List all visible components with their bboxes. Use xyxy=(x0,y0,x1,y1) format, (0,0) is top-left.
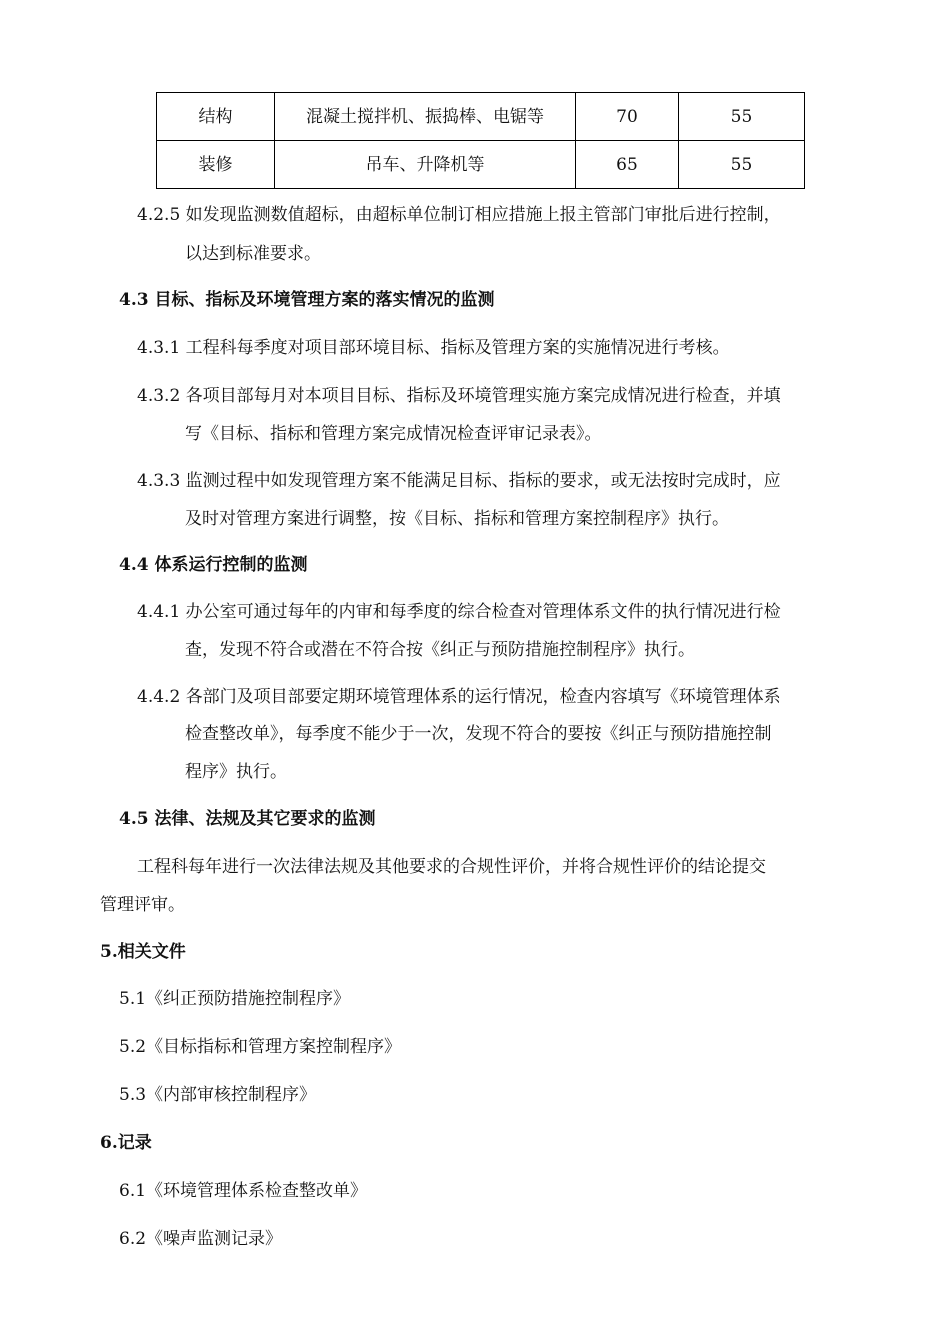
paragraph-4-3-3-line-2: 及时对管理方案进行调整，按《目标、指标和管理方案控制程序》执行。 xyxy=(185,509,729,529)
list-item-doc-5-3: 5.3《内部审核控制程序》 xyxy=(119,1085,317,1105)
table-cell-night-limit: 55 xyxy=(679,93,805,141)
table-cell-stage: 装修 xyxy=(157,141,275,189)
paragraph-4-4-2-line-2: 检查整改单》，每季度不能少于一次，发现不符合的要按《纠正与预防措施控制 xyxy=(185,724,772,744)
table-cell-stage: 结构 xyxy=(157,93,275,141)
paragraph-4-4-2-line-3: 程序》执行。 xyxy=(185,762,287,782)
heading-5: 5.相关文件 xyxy=(100,942,186,962)
paragraph-4-3-2-line-2: 写《目标、指标和管理方案完成情况检查评审记录表》。 xyxy=(185,424,602,444)
paragraph-4-3-1: 4.3.1 工程科每季度对项目部环境目标、指标及管理方案的实施情况进行考核。 xyxy=(137,338,730,358)
paragraph-4-4-1-line-1: 4.4.1 办公室可通过每年的内审和每季度的综合检查对管理体系文件的执行情况进行检 xyxy=(137,602,781,622)
list-item-record-6-2: 6.2《噪声监测记录》 xyxy=(119,1229,283,1249)
paragraph-4-2-5-line-1: 4.2.5 如发现监测数值超标，由超标单位制订相应措施上报主管部门审批后进行控制， xyxy=(137,205,781,225)
table-row xyxy=(157,141,805,189)
list-item-record-6-1: 6.1《环境管理体系检查整改单》 xyxy=(119,1181,368,1201)
paragraph-4-3-2-line-1: 4.3.2 各项目部每月对本项目目标、指标及环境管理实施方案完成情况进行检查，并填 xyxy=(137,386,781,406)
table-cell-day-limit: 70 xyxy=(576,93,679,141)
table-cell-equipment: 混凝土搅拌机、振捣棒、电锯等 xyxy=(275,93,576,141)
heading-6: 6.记录 xyxy=(100,1133,152,1153)
paragraph-4-2-5-line-2: 以达到标准要求。 xyxy=(185,244,321,264)
heading-4-4: 4.4 体系运行控制的监测 xyxy=(119,555,308,575)
paragraph-4-5-line-2: 管理评审。 xyxy=(100,895,185,915)
list-item-doc-5-1: 5.1《纠正预防措施控制程序》 xyxy=(119,989,351,1009)
list-item-doc-5-2: 5.2《目标指标和管理方案控制程序》 xyxy=(119,1037,402,1057)
paragraph-4-4-1-line-2: 查，发现不符合或潜在不符合按《纠正与预防措施控制程序》执行。 xyxy=(185,640,695,660)
paragraph-4-3-3-line-1: 4.3.3 监测过程中如发现管理方案不能满足目标、指标的要求，或无法按时完成时，应 xyxy=(137,471,781,491)
paragraph-4-4-2-line-1: 4.4.2 各部门及项目部要定期环境管理体系的运行情况，检查内容填写《环境管理体系 xyxy=(137,687,781,707)
heading-4-5: 4.5 法律、法规及其它要求的监测 xyxy=(119,809,376,829)
table-cell-day-limit: 65 xyxy=(576,141,679,189)
paragraph-4-5-line-1: 工程科每年进行一次法律法规及其他要求的合规性评价，并将合规性评价的结论提交 xyxy=(137,857,766,877)
table-cell-equipment: 吊车、升降机等 xyxy=(275,141,576,189)
heading-4-3: 4.3 目标、指标及环境管理方案的落实情况的监测 xyxy=(119,290,495,310)
table-cell-night-limit: 55 xyxy=(679,141,805,189)
table-row xyxy=(157,93,805,141)
noise-limit-table xyxy=(156,92,805,189)
